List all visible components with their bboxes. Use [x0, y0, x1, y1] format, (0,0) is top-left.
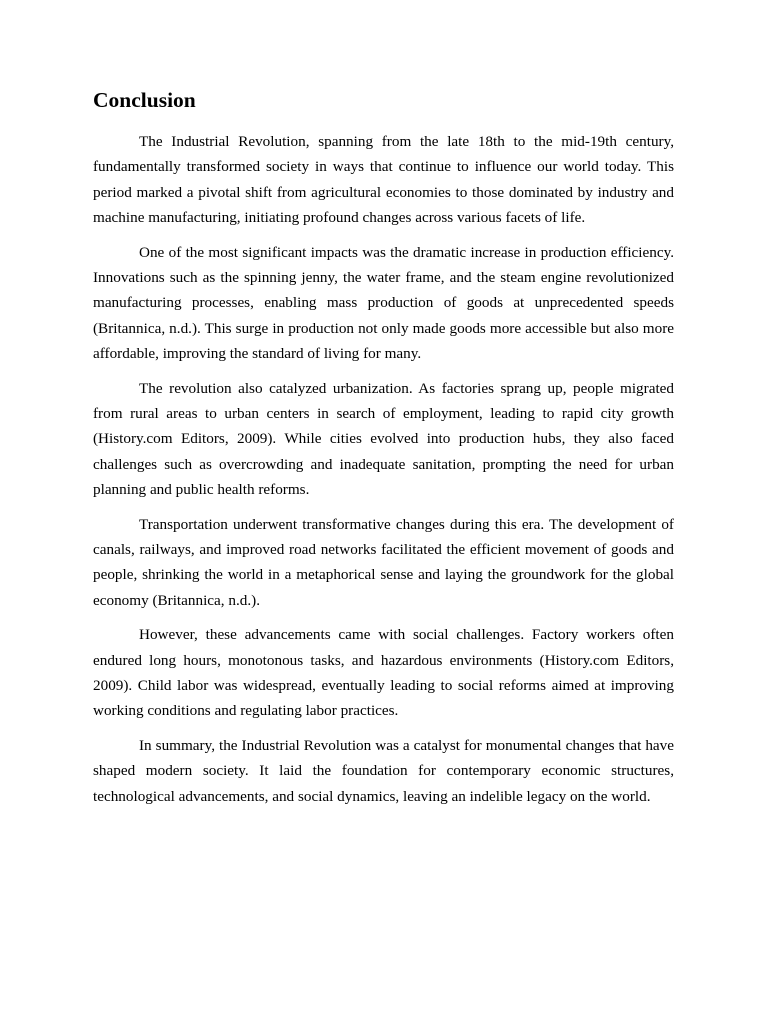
- paragraph-production: One of the most significant impacts was the dramatic increase in production efficiency. Innovations such as the spinning jenny, the water frame, and the steam engine revolutionized manufacturing processes, enabling mass production of goods at unprecedented speeds (Britannica, n.d.). This surge in production not only made goods more accessible but also more affordable, improving the standard of living for many.: [93, 243, 674, 362]
- paragraph-urbanization: The revolution also catalyzed urbanization. As factories sprang up, people migrated from rural areas to urban centers in search of employment, leading to rapid city growth (History.com Editors, 2009). While cities evolved into production hubs, they also faced challenges such as overcrowding and inadequate sanitation, prompting the need for urban planning and public health reforms.: [93, 379, 674, 498]
- document-page: [93, 86, 674, 818]
- paragraph-transportation: Transportation underwent transformative changes during this era. The development of canals, railways, and improved road networks facilitated the efficient movement of goods and people, shrinking the world in a metaphorical sense and laying the groundwork for the global economy (Britannica, n.d.).: [93, 515, 674, 609]
- paragraph-intro: The Industrial Revolution, spanning from the late 18th to the mid-19th century, fundamentally transformed society in ways that continue to influence our world today. This period marked a pivotal shift from agricultural economies to those dominated by industry and machine manufacturing, initiating profound changes across various facets of life.: [93, 133, 674, 226]
- paragraph-social-challenges: However, these advancements came with social challenges. Factory workers often endured long hours, monotonous tasks, and hazardous environments (History.com Editors, 2009). Child labor was widespread, eventually leading to social reforms aimed at improving working conditions and regulating labor practices.: [93, 626, 674, 720]
- paragraph-summary: In summary, the Industrial Revolution was a catalyst for monumental changes that have shaped modern society. It laid the foundation for contemporary economic structures, technological advancements, and social dynamics, leaving an indelible legacy on the world.: [93, 737, 674, 805]
- section-heading: Conclusion: [93, 88, 196, 112]
